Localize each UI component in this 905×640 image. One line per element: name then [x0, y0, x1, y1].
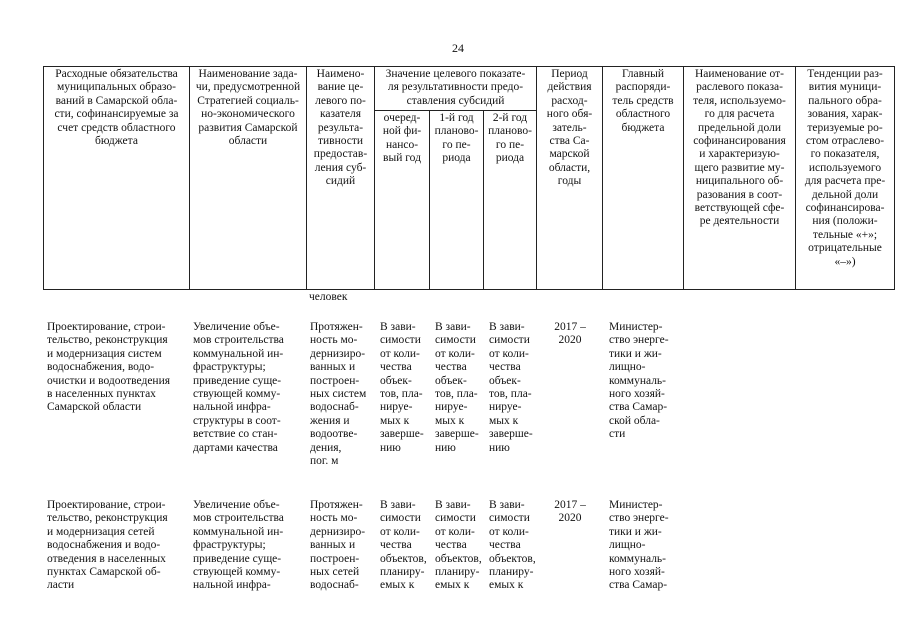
row-indicator: Протяжен- ность мо- дернизиро- ванных и построен- ных систем водоснаб- жения и водоотве- дения, пог. м	[310, 321, 367, 468]
row-task: Увеличение объе- мов строительства коммунальной ин- фраструктуры; приведение суще- ствующей комму- нальной инфра- структуры в соот- ветствие со стан- дартами качества	[193, 321, 284, 454]
row-current-year-value: В зави- симости от коли- чества объек- тов, пла- нируе- мых к заверше- нию	[380, 321, 424, 454]
header-trends: Тенденции раз- вития муници- пального обра- зования, харак- теризуемые ро- стом отраслево- го показателя, используемого для расчета пре- дельной доли софинансирова- ния (положи- тельные «+»; отрицательные «–»)	[804, 68, 886, 268]
header-indicator-values-group: Значение целевого показате- ля результативности предо- ставления субсидий	[385, 68, 526, 107]
indicator-unit-carryover: человек	[309, 291, 348, 303]
row-plan-year-2-value: В зави- симости от коли- чества объектов, планиру- емых к	[489, 499, 536, 592]
row-main-administrator: Министер- ство энерге- тики и жи- лищно- коммуналь- ного хозяй- ства Самар-	[609, 499, 669, 592]
row-indicator: Протяжен- ность мо- дернизиро- ванных и построен- ных сетей водоснаб-	[310, 499, 366, 592]
row-plan-year-2-value: В зави- симости от коли- чества объек- тов, пла- нируе- мых к заверше- нию	[489, 321, 533, 454]
row-obligation: Проектирование, строи- тельство, реконструкция и модернизация сетей водоснабжения и водо- отведения в населенных пунктах Самарской об- ласти	[47, 499, 168, 592]
header-period: Период действия расход- ного обя- затель- ства Са- марской области, годы	[546, 68, 593, 188]
col-border	[894, 66, 895, 290]
header-top-border	[43, 66, 894, 67]
page-number: 24	[452, 41, 464, 55]
row-period: 2017 – 2020	[554, 321, 586, 347]
header-sector-indicator: Наименование от- раслевого показа- теля, используемо- го для расчета предельной доли софинансирования и характеризую- щего развитие му- ниципального об- разования в соот- ветствующей сфе- ре деятельности	[693, 68, 786, 228]
row-period: 2017 – 2020	[554, 499, 586, 525]
header-obligations: Расходные обязательства муниципальных образо- ваний в Самарской обла- сти, софинансируемые за счет средств областного бюджета	[54, 68, 179, 148]
group-divider	[374, 110, 536, 111]
row-task: Увеличение объе- мов строительства коммунальной ин- фраструктуры; приведение суще- ствующей комму- нальной инфра-	[193, 499, 284, 592]
row-current-year-value: В зави- симости от коли- чества объектов, планиру- емых к	[380, 499, 427, 592]
row-main-administrator: Министер- ство энерге- тики и жи- лищно- коммуналь- ного хозяй- ства Самар- ской обла- сти	[609, 321, 669, 441]
header-indicator: Наимено- вание це- левого по- казателя результа- тивности предостав- ления суб- сидий	[313, 68, 368, 188]
row-plan-year-1-value: В зави- симости от коли- чества объектов, планиру- емых к	[435, 499, 482, 592]
row-plan-year-1-value: В зави- симости от коли- чества объек- тов, пла- нируе- мых к заверше- нию	[435, 321, 479, 454]
header-task: Наименование зада- чи, предусмотренной Стратегией социаль- но-экономического развития Самарской области	[195, 68, 301, 148]
row-obligation: Проектирование, строи- тельство, реконструкция и модернизация систем водоснабжения, водо- очистки и водоотведения в населенных пунктах Самарской области	[47, 321, 171, 414]
header-plan-year-1: 1-й год планово- го пе- риода	[434, 112, 479, 165]
header-main-administrator: Главный распоряди- тель средств областного бюджета	[612, 68, 674, 134]
header-plan-year-2: 2-й год планово- го пе- риода	[488, 112, 532, 165]
header-bottom-border	[43, 289, 894, 290]
header-current-year: очеред- ной фи- нансо- вый год	[382, 112, 422, 165]
